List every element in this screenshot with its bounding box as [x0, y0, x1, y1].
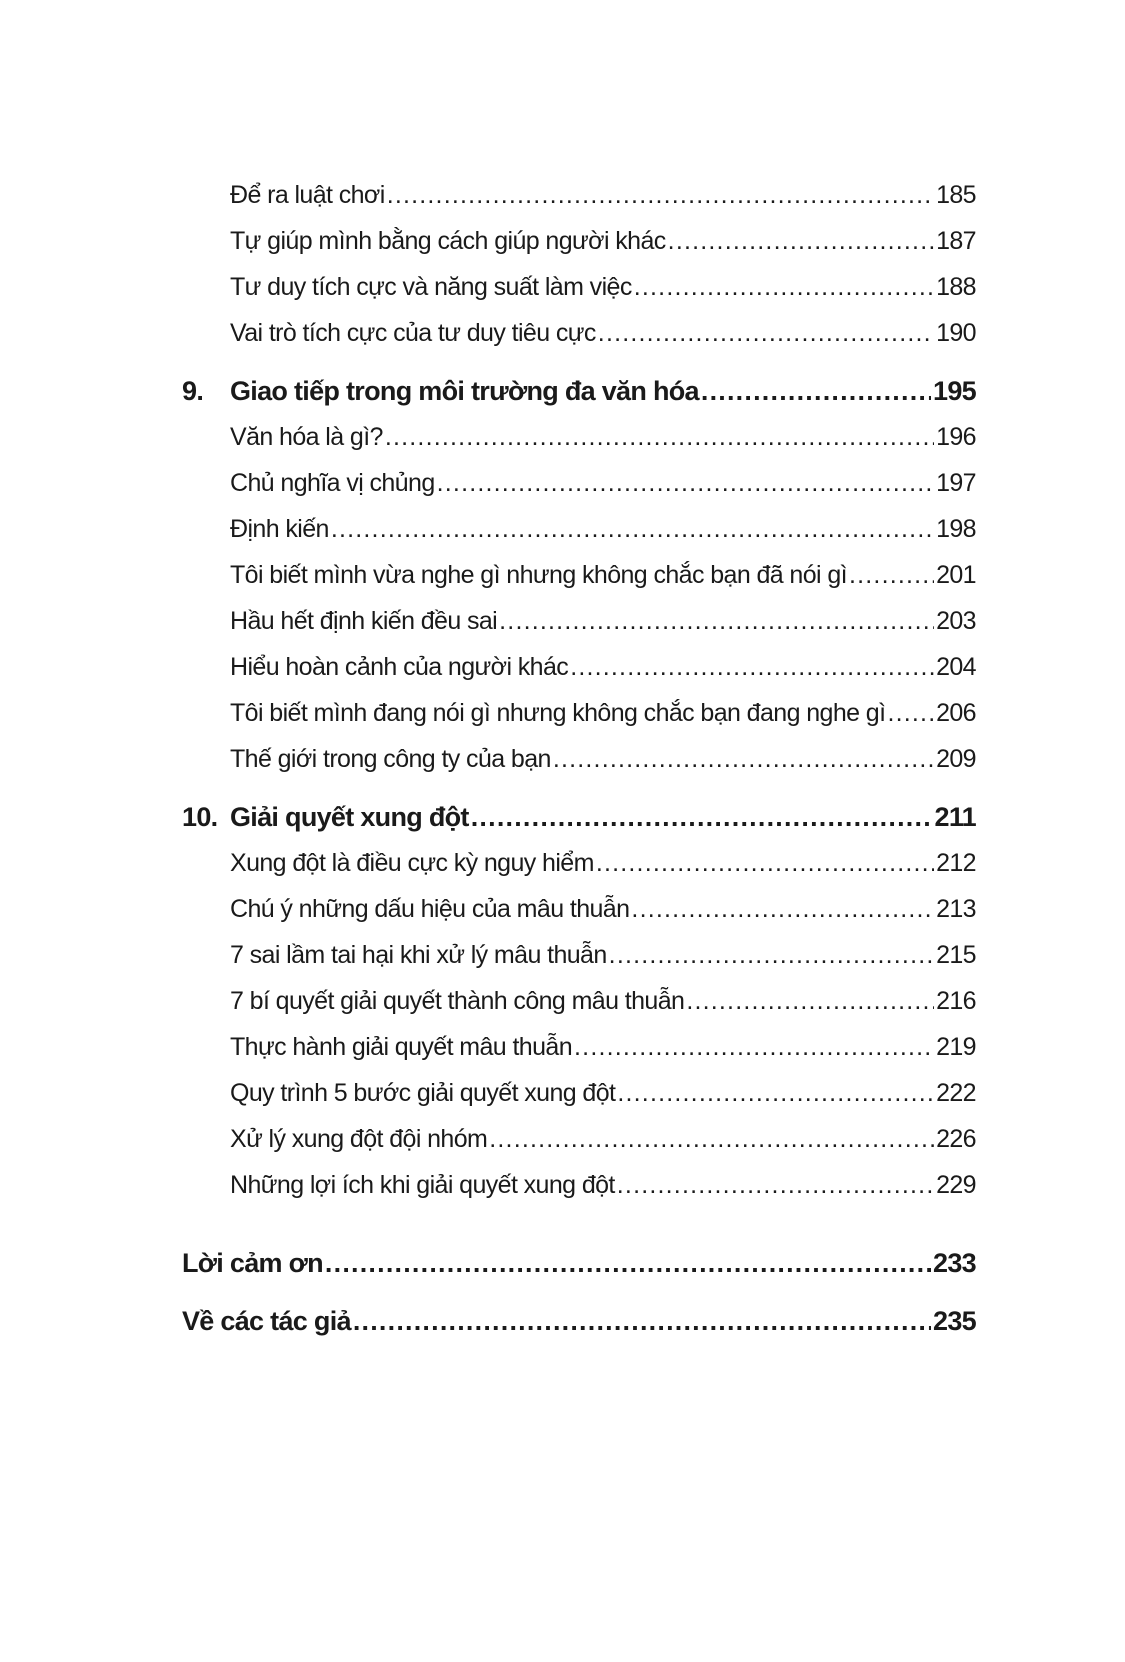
toc-entry-page: 201 [936, 561, 976, 589]
chapter-page: 195 [933, 376, 976, 406]
toc-entry-title: Thực hành giải quyết mâu thuẫn [230, 1033, 573, 1061]
toc-entry-page: 229 [936, 1171, 976, 1199]
back-matter-title: Về các tác giả [182, 1306, 351, 1336]
toc-entry[interactable] [182, 414, 976, 460]
toc-entry-page: 187 [936, 227, 976, 255]
dot-leader [849, 552, 934, 598]
toc-entry-title: Hầu hết định kiến đều sai [230, 607, 498, 635]
toc-entry-title: Xung đột là điều cực kỳ nguy hiểm [230, 849, 594, 877]
chapter-title: Giao tiếp trong môi trường đa văn hóa [230, 376, 699, 406]
toc-entry-title: Xử lý xung đột đội nhóm [230, 1125, 488, 1153]
dot-leader [385, 414, 934, 460]
toc-chapter-9[interactable] [182, 368, 976, 414]
toc-entry[interactable] [182, 172, 976, 218]
dot-leader [353, 1292, 931, 1350]
toc-entry-title: Để ra luật chơi [230, 181, 385, 209]
back-matter-page: 233 [933, 1248, 976, 1278]
dot-leader [574, 1024, 934, 1070]
toc-entry-page: 188 [936, 273, 976, 301]
dot-leader [331, 506, 934, 552]
toc-entry-title: Hiểu hoàn cảnh của người khác [230, 653, 569, 681]
dot-leader [617, 1070, 934, 1116]
toc-entry-title: Tự giúp mình bằng cách giúp người khác [230, 227, 666, 255]
back-matter-title: Lời cảm ơn [182, 1248, 323, 1278]
toc-entry-page: 222 [936, 1079, 976, 1107]
chapter-title: Giải quyết xung đột [230, 802, 469, 832]
toc-entry-page: 198 [936, 515, 976, 543]
dot-leader [489, 1116, 934, 1162]
toc-entry[interactable] [182, 978, 976, 1024]
toc-entry-title: Định kiến [230, 515, 329, 543]
toc-entry-page: 219 [936, 1033, 976, 1061]
toc-entry-page: 203 [936, 607, 976, 635]
toc-acknowledgements[interactable] [182, 1234, 976, 1292]
toc-entry-title: Tư duy tích cực và năng suất làm việc [230, 273, 632, 301]
toc-about-authors[interactable] [182, 1292, 976, 1350]
toc-entry[interactable] [182, 1116, 976, 1162]
toc-entry-page: 216 [936, 987, 976, 1015]
toc-entry[interactable] [182, 460, 976, 506]
toc-entry[interactable] [182, 736, 976, 782]
toc-entry[interactable] [182, 598, 976, 644]
toc-entry[interactable] [182, 1070, 976, 1116]
toc-entry-page: 196 [936, 423, 976, 451]
toc-entry[interactable] [182, 1162, 976, 1208]
chapter-number: 10. [182, 802, 218, 832]
toc-entry[interactable] [182, 690, 976, 736]
toc-entry-title: Vai trò tích cực của tư duy tiêu cực [230, 319, 596, 347]
toc-entry-title: Quy trình 5 bước giải quyết xung đột [230, 1079, 616, 1107]
toc-entry-page: 204 [936, 653, 976, 681]
dot-leader [686, 978, 934, 1024]
dot-leader [437, 460, 934, 506]
dot-leader [609, 932, 934, 978]
toc-entry-title: Những lợi ích khi giải quyết xung đột [230, 1171, 615, 1199]
chapter-page: 211 [934, 802, 976, 832]
dot-leader [668, 218, 934, 264]
toc-entry-page: 185 [936, 181, 976, 209]
chapter-number: 9. [182, 376, 204, 406]
dot-leader [499, 598, 934, 644]
toc-entry-title: Thế giới trong công ty của bạn [230, 745, 551, 773]
toc-entry-page: 209 [936, 745, 976, 773]
toc-entry-title: Chủ nghĩa vị chủng [230, 469, 435, 497]
toc-entry-page: 215 [936, 941, 976, 969]
toc-entry[interactable] [182, 552, 976, 598]
dot-leader [387, 172, 934, 218]
dot-leader [634, 264, 934, 310]
toc-entry-title: Văn hóa là gì? [230, 423, 383, 451]
toc-chapter-10[interactable] [182, 794, 976, 840]
toc-entry-page: 213 [936, 895, 976, 923]
toc-entry[interactable] [182, 218, 976, 264]
toc-entry-title: 7 sai lầm tai hại khi xử lý mâu thuẫn [230, 941, 607, 969]
dot-leader [570, 644, 934, 690]
toc-entry[interactable] [182, 886, 976, 932]
toc-entry-title: Tôi biết mình đang nói gì nhưng không chắc bạn đang nghe gì [230, 699, 886, 727]
toc-entry-page: 206 [936, 699, 976, 727]
toc-entry-page: 190 [936, 319, 976, 347]
toc-entry[interactable] [182, 1024, 976, 1070]
toc-entry[interactable] [182, 310, 976, 356]
dot-leader [617, 1162, 934, 1208]
back-matter-page: 235 [933, 1306, 976, 1336]
toc-entry-page: 197 [936, 469, 976, 497]
toc-entry-title: Chú ý những dấu hiệu của mâu thuẫn [230, 895, 630, 923]
toc-entry-page: 226 [936, 1125, 976, 1153]
toc-entry[interactable] [182, 506, 976, 552]
toc-entry-title: Tôi biết mình vừa nghe gì nhưng không chắc bạn đã nói gì [230, 561, 847, 589]
table-of-contents [182, 172, 976, 1350]
toc-entry[interactable] [182, 932, 976, 978]
dot-leader [325, 1234, 931, 1292]
toc-entry[interactable] [182, 644, 976, 690]
toc-entry[interactable] [182, 264, 976, 310]
dot-leader [598, 310, 934, 356]
dot-leader [596, 840, 934, 886]
toc-entry[interactable] [182, 840, 976, 886]
dot-leader [471, 794, 933, 840]
dot-leader [553, 736, 934, 782]
dot-leader [631, 886, 934, 932]
dot-leader [701, 368, 931, 414]
toc-entry-title: 7 bí quyết giải quyết thành công mâu thuẫn [230, 987, 685, 1015]
dot-leader [887, 690, 934, 736]
toc-entry-page: 212 [936, 849, 976, 877]
